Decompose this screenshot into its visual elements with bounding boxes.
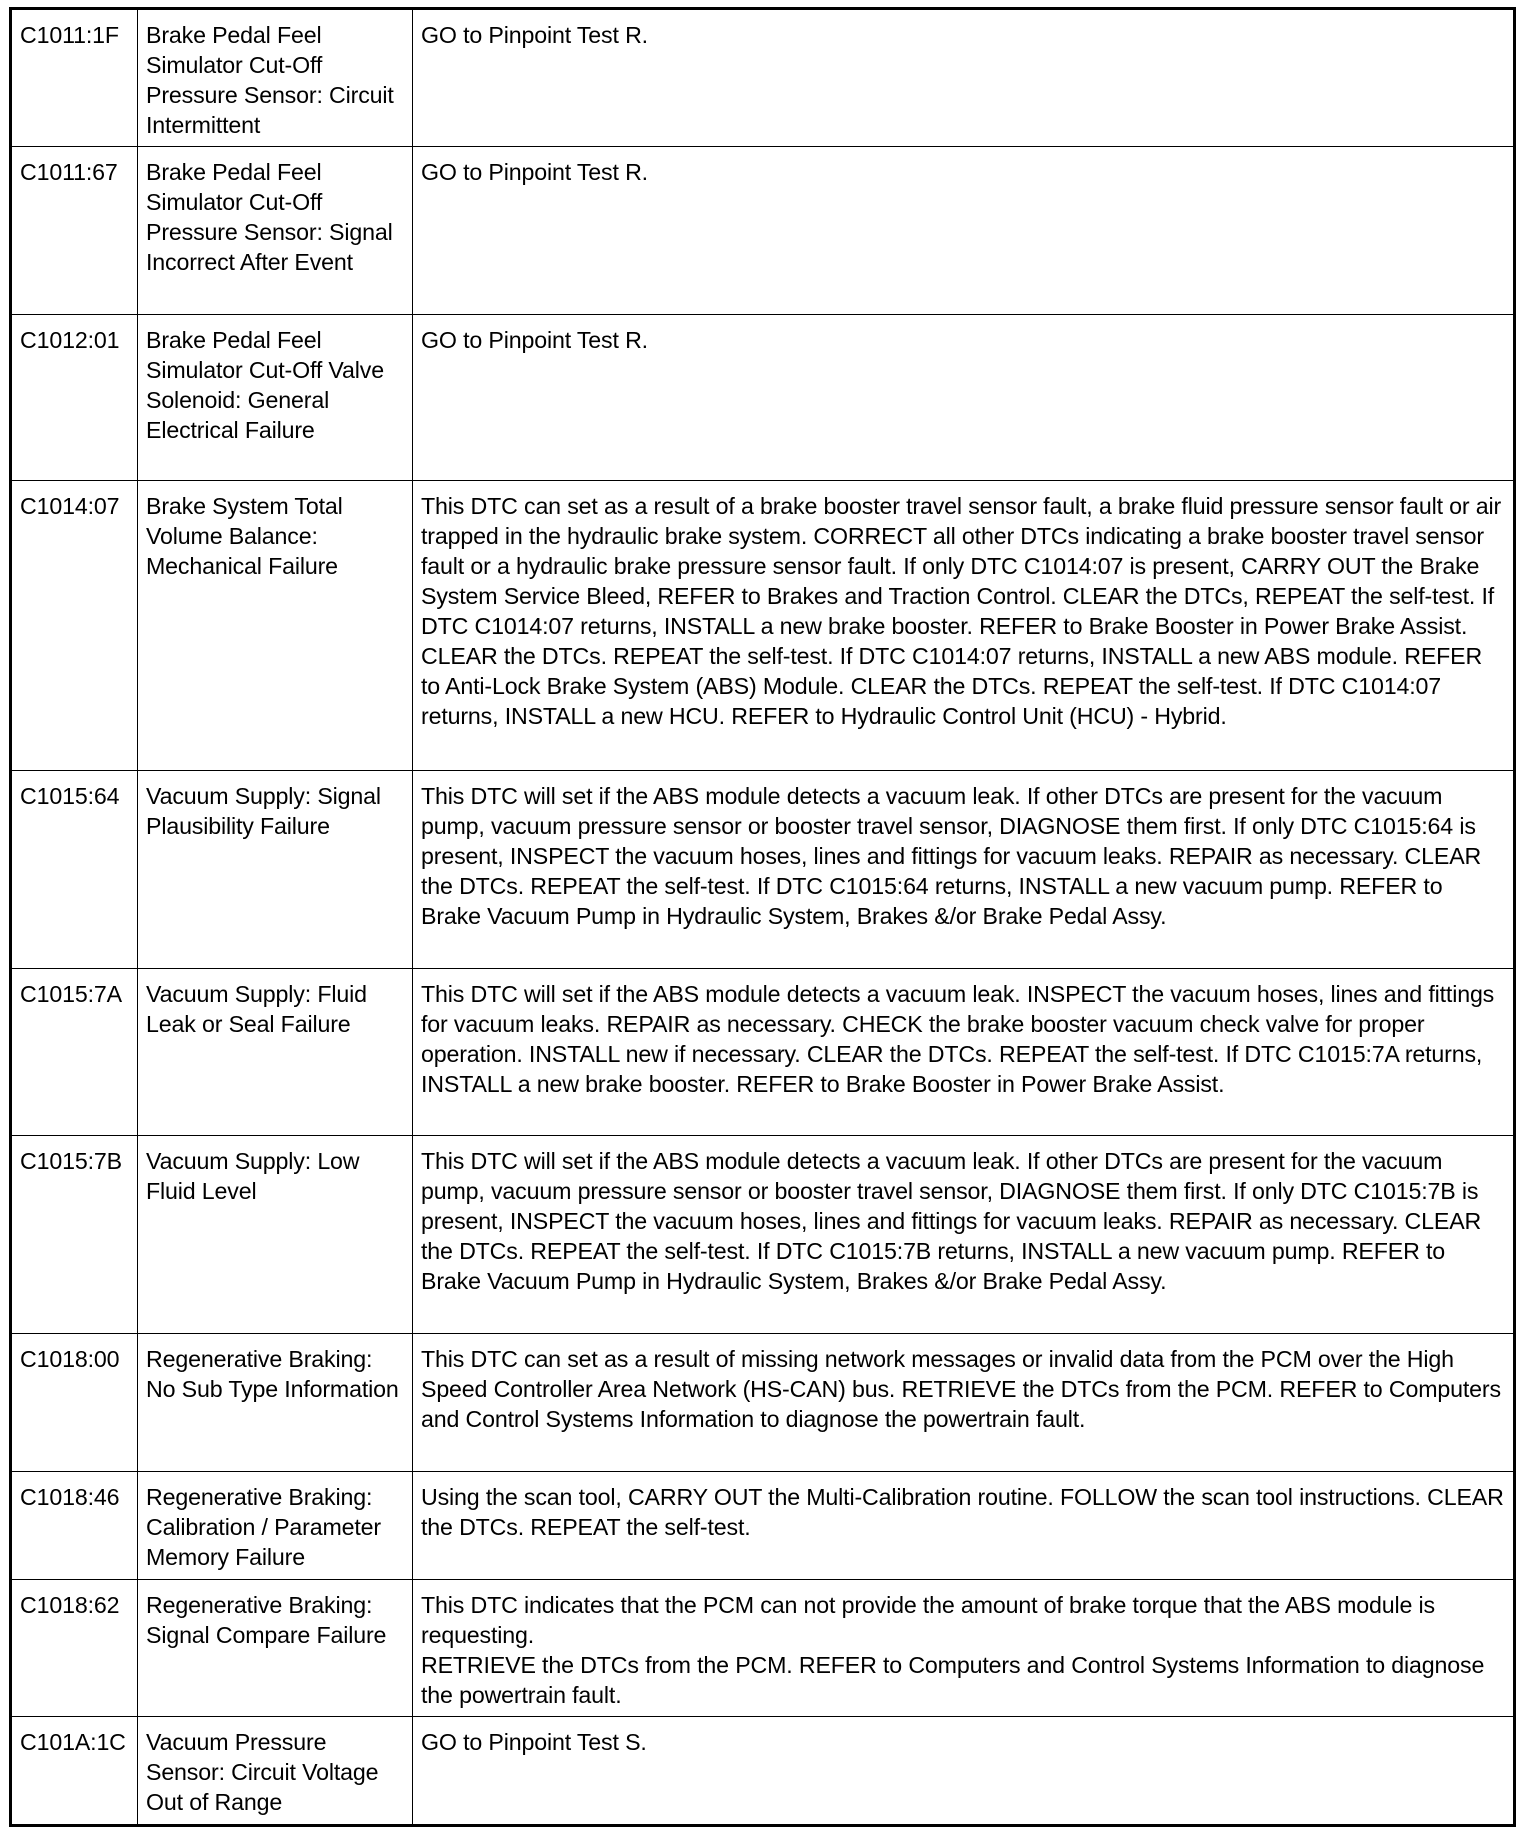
- table-row: [11, 1717, 1515, 1826]
- dtc-action-text: This DTC will set if the ABS module detects a vacuum leak. If other DTCs are present for the vacuum pump, vacuum pressure sensor or booster travel sensor, DIAGNOSE them first. If only DTC C1015:64 is present, INSPECT the vacuum hoses, lines and fittings for vacuum leaks. REPAIR as necessary. CLEAR the DTCs. REPEAT the self-test. If DTC C1015:64 returns, INSTALL a new vacuum pump. REFER to Brake Vacuum Pump in Hydraulic System, Brakes &/or Brake Pedal Assy.: [421, 783, 1482, 929]
- dtc-description: Vacuum Pressure Sensor: Circuit Voltage Out of Range: [138, 1717, 413, 1826]
- dtc-code: C1014:07: [11, 481, 138, 771]
- dtc-code: C1015:64: [11, 771, 138, 969]
- dtc-code: C1011:1F: [11, 9, 138, 147]
- table-row: [11, 771, 1515, 969]
- table-row: [11, 1334, 1515, 1472]
- dtc-code: C1015:7A: [11, 969, 138, 1136]
- dtc-description: Regenerative Braking: No Sub Type Information: [138, 1334, 413, 1472]
- dtc-code: C1012:01: [11, 315, 138, 481]
- dtc-description: Vacuum Supply: Fluid Leak or Seal Failure: [138, 969, 413, 1136]
- dtc-action: [413, 147, 1515, 315]
- dtc-action-text: RETRIEVE the DTCs from the PCM. REFER to Computers and Control Systems Information to diagnose the powertrain fault.: [421, 1652, 1485, 1708]
- dtc-action: [413, 315, 1515, 481]
- dtc-description: Regenerative Braking: Calibration / Parameter Memory Failure: [138, 1472, 413, 1580]
- dtc-action-text: GO to Pinpoint Test R.: [421, 327, 648, 353]
- table-row: [11, 315, 1515, 481]
- dtc-action-text: This DTC indicates that the PCM can not provide the amount of brake torque that the ABS module is requesting.: [421, 1592, 1435, 1648]
- dtc-action-text: This DTC can set as a result of a brake booster travel sensor fault, a brake fluid pressure sensor fault or air trapped in the hydraulic brake system. CORRECT all other DTCs indicating a brake booster travel sensor fault or a hydraulic brake pressure sensor fault. If only DTC C1014:07 is present, CARRY OUT the Brake System Service Bleed, REFER to Brakes and Traction Control. CLEAR the DTCs, REPEAT the self-test. If DTC C1014:07 returns, INSTALL a new brake booster. REFER to Brake Booster in Power Brake Assist. CLEAR the DTCs. REPEAT the self-test. If DTC C1014:07 returns, INSTALL a new ABS module. REFER to Anti-Lock Brake System (ABS) Module. CLEAR the DTCs. REPEAT the self-test. If DTC C1014:07 returns, INSTALL a new HCU. REFER to Hydraulic Control Unit (HCU) - Hybrid.: [421, 493, 1502, 729]
- dtc-action: [413, 1717, 1515, 1826]
- table-row: [11, 1580, 1515, 1717]
- table-row: [11, 147, 1515, 315]
- table-row: [11, 481, 1515, 771]
- dtc-table-page: [9, 7, 1513, 1827]
- dtc-action-text: Using the scan tool, CARRY OUT the Multi-Calibration routine. FOLLOW the scan tool instructions. CLEAR the DTCs. REPEAT the self-test.: [421, 1484, 1504, 1540]
- dtc-action-text: This DTC will set if the ABS module detects a vacuum leak. INSPECT the vacuum hoses, lines and fittings for vacuum leaks. REPAIR as necessary. CHECK the brake booster vacuum check valve for proper operation. INSTALL new if necessary. CLEAR the DTCs. REPEAT the self-test. If DTC C1015:7A returns, INSTALL a new brake booster. REFER to Brake Booster in Power Brake Assist.: [421, 981, 1495, 1097]
- dtc-action: [413, 1136, 1515, 1334]
- dtc-table: [9, 7, 1516, 1827]
- dtc-action: [413, 1580, 1515, 1717]
- table-row: [11, 1472, 1515, 1580]
- dtc-action: [413, 9, 1515, 147]
- dtc-description: Vacuum Supply: Signal Plausibility Failure: [138, 771, 413, 969]
- dtc-action-text: GO to Pinpoint Test S.: [421, 1729, 647, 1755]
- table-row: [11, 1136, 1515, 1334]
- dtc-action: [413, 1334, 1515, 1472]
- dtc-action: [413, 771, 1515, 969]
- dtc-code: C1011:67: [11, 147, 138, 315]
- dtc-action-text: This DTC will set if the ABS module detects a vacuum leak. If other DTCs are present for the vacuum pump, vacuum pressure sensor or booster travel sensor, DIAGNOSE them first. If only DTC C1015:7B is present, INSPECT the vacuum hoses, lines and fittings for vacuum leaks. REPAIR as necessary. CLEAR the DTCs. REPEAT the self-test. If DTC C1015:7B returns, INSTALL a new vacuum pump. REFER to Brake Vacuum Pump in Hydraulic System, Brakes &/or Brake Pedal Assy.: [421, 1148, 1482, 1294]
- dtc-action: [413, 969, 1515, 1136]
- dtc-description: Brake System Total Volume Balance: Mechanical Failure: [138, 481, 413, 771]
- dtc-description: Regenerative Braking: Signal Compare Failure: [138, 1580, 413, 1717]
- dtc-description: Vacuum Supply: Low Fluid Level: [138, 1136, 413, 1334]
- dtc-code: C1018:62: [11, 1580, 138, 1717]
- dtc-code: C101A:1C: [11, 1717, 138, 1826]
- dtc-action-text: GO to Pinpoint Test R.: [421, 22, 648, 48]
- dtc-code: C1018:46: [11, 1472, 138, 1580]
- dtc-action: [413, 481, 1515, 771]
- dtc-description: Brake Pedal Feel Simulator Cut-Off Pressure Sensor: Circuit Intermittent: [138, 9, 413, 147]
- table-row: [11, 969, 1515, 1136]
- table-row: [11, 9, 1515, 147]
- dtc-description: Brake Pedal Feel Simulator Cut-Off Valve Solenoid: General Electrical Failure: [138, 315, 413, 481]
- dtc-description: Brake Pedal Feel Simulator Cut-Off Pressure Sensor: Signal Incorrect After Event: [138, 147, 413, 315]
- dtc-action: [413, 1472, 1515, 1580]
- dtc-code: C1015:7B: [11, 1136, 138, 1334]
- dtc-action-text: This DTC can set as a result of missing network messages or invalid data from the PCM over the High Speed Controller Area Network (HS-CAN) bus. RETRIEVE the DTCs from the PCM. REFER to Computers and Control Systems Information to diagnose the powertrain fault.: [421, 1346, 1501, 1432]
- dtc-code: C1018:00: [11, 1334, 138, 1472]
- dtc-action-text: GO to Pinpoint Test R.: [421, 159, 648, 185]
